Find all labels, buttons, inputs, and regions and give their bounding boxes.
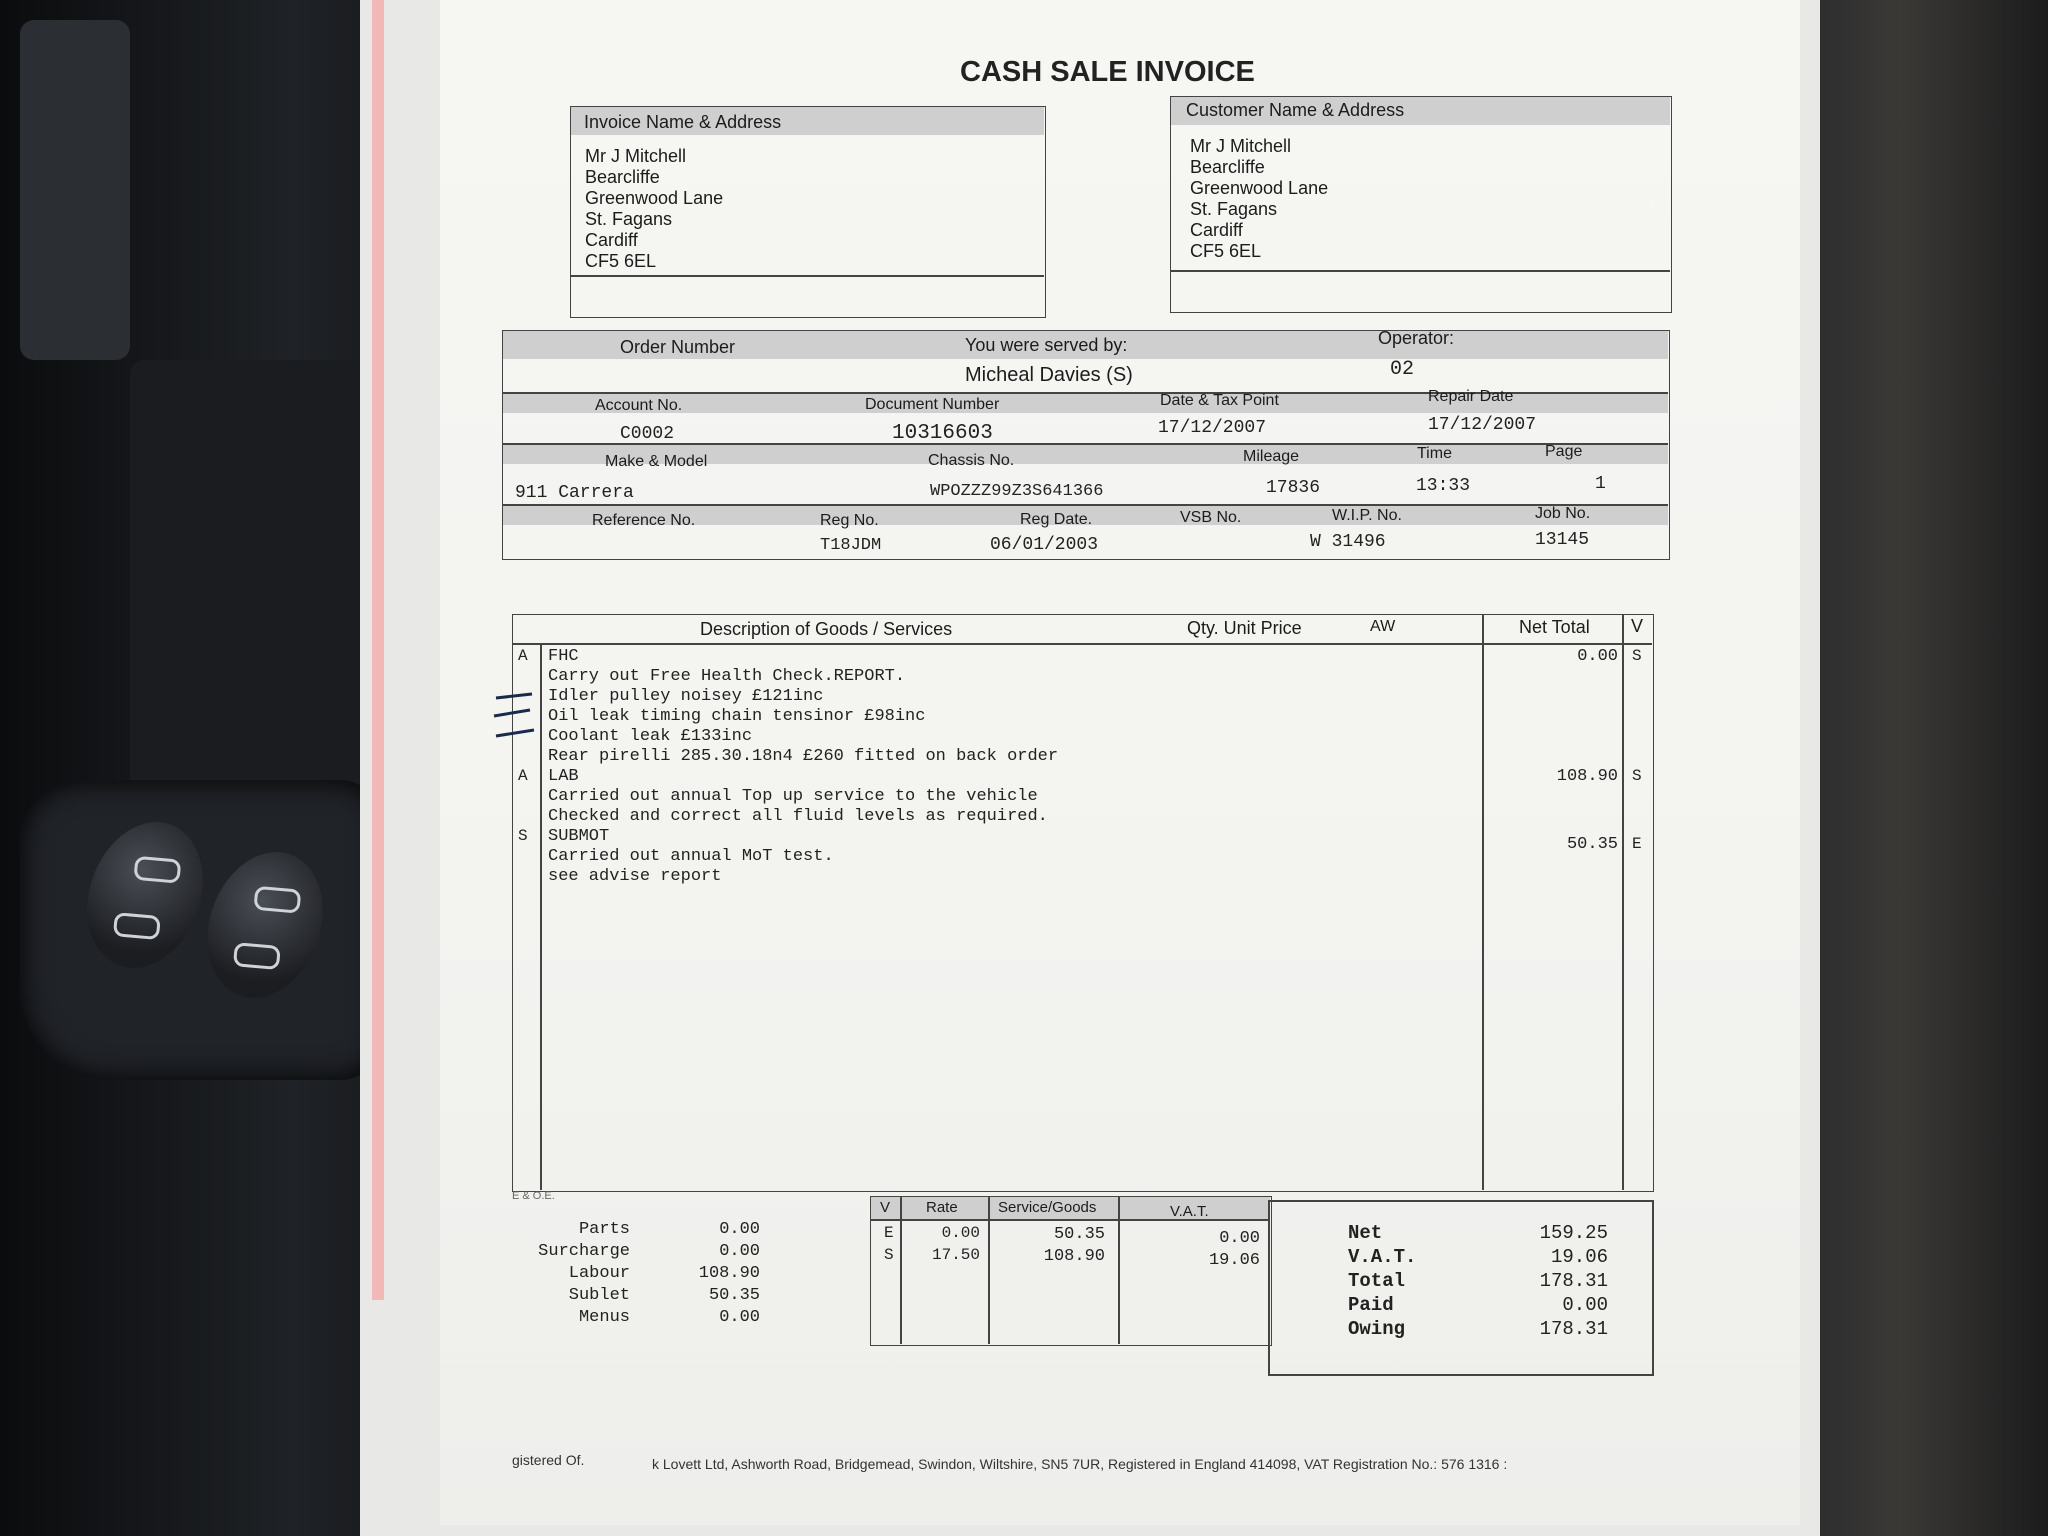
items-header-qty-unit-price: Qty. Unit Price <box>1187 618 1302 638</box>
account-no-label: Account No. <box>595 397 683 414</box>
divider <box>503 443 1668 445</box>
divider <box>503 504 1668 506</box>
make-model-label: Make & Model <box>605 453 708 470</box>
vat-row-v: E <box>884 1224 894 1242</box>
mileage-value: 17836 <box>1266 478 1321 498</box>
item-text: Carried out annual MoT test. <box>548 847 834 866</box>
vat-row-rate: 17.50 <box>931 1246 980 1264</box>
operator-value: 02 <box>1390 358 1415 381</box>
date-tax-point-label: Date & Tax Point <box>1160 392 1279 409</box>
job-label: Job No. <box>1535 505 1591 522</box>
items-header-v: V <box>1631 616 1644 636</box>
list-item <box>518 647 1648 667</box>
total-label: Owing <box>1348 1318 1406 1340</box>
vat-header-vat: V.A.T. <box>1170 1203 1209 1220</box>
window-switch-left <box>68 806 223 985</box>
invoice-address-lines <box>585 146 723 272</box>
repair-date-label: Repair Date <box>1428 388 1514 405</box>
wip-value: W 31496 <box>1310 532 1386 552</box>
breakdown-label: Menus <box>578 1308 630 1327</box>
footer-right: k Lovett Ltd, Ashworth Road, Bridgemead, Swindon, Wiltshire, SN5 7UR, Registered in England 414098, VAT Registration No.: 576 1316 : <box>652 1456 1508 1472</box>
address-line: Bearcliffe <box>585 167 660 187</box>
page-label: Page <box>1545 443 1583 460</box>
total-value: 19.06 <box>1550 1246 1608 1268</box>
divider <box>1118 1197 1120 1344</box>
console-recess <box>130 360 390 820</box>
address-line: Cardiff <box>585 230 638 250</box>
total-label: Net <box>1348 1222 1383 1244</box>
vat-row-service-goods: 108.90 <box>1043 1247 1105 1266</box>
list-item <box>518 687 1648 707</box>
address-line: CF5 6EL <box>1190 241 1262 261</box>
chassis-label: Chassis No. <box>928 452 1015 469</box>
item-net: 108.90 <box>1556 767 1618 786</box>
car-console <box>0 0 420 1536</box>
vat-row-service-goods: 50.35 <box>1053 1225 1105 1244</box>
wip-label: W.I.P. No. <box>1332 507 1402 524</box>
operator-label: Operator: <box>1378 328 1455 348</box>
list-item <box>518 707 1648 727</box>
item-text: SUBMOT <box>548 827 610 846</box>
repair-date-value: 17/12/2007 <box>1428 415 1537 435</box>
item-text: Rear pirelli 285.30.18n4 £260 fitted on back order <box>548 747 1059 766</box>
reg-date-label: Reg Date. <box>1020 511 1093 528</box>
vsb-label: VSB No. <box>1180 509 1242 526</box>
total-label: Paid <box>1348 1294 1394 1316</box>
total-value: 178.31 <box>1539 1270 1608 1292</box>
served-by-label: You were served by: <box>965 335 1128 355</box>
account-no-value: C0002 <box>620 424 675 444</box>
list-item <box>518 787 1648 807</box>
item-text: Oil leak timing chain tensinor £98inc <box>548 707 926 726</box>
vat-row-v: S <box>884 1246 894 1264</box>
breakdown-value: 108.90 <box>698 1264 760 1283</box>
customer-address-lines <box>1190 136 1328 262</box>
make-model-value: 911 Carrera <box>515 483 634 503</box>
address-line: CF5 6EL <box>585 251 657 271</box>
item-lines <box>518 647 1648 887</box>
item-text: see advise report <box>548 867 722 886</box>
address-line: St. Fagans <box>585 209 673 229</box>
chassis-value: WPOZZZ99Z3S641366 <box>930 482 1104 501</box>
list-item <box>518 767 1648 787</box>
vat-header-v: V <box>880 1199 891 1216</box>
breakdown-label: Parts <box>578 1220 630 1239</box>
eoe-note: E & O.E. <box>512 1190 555 1202</box>
divider <box>571 275 1044 277</box>
address-line: Greenwood Lane <box>585 188 724 208</box>
list-item <box>518 667 1648 687</box>
items-header-aw: AW <box>1370 618 1396 635</box>
invoice-title: CASH SALE INVOICE <box>960 56 1255 88</box>
window-switch-panel <box>20 780 380 1080</box>
vat-row-vat: 0.00 <box>1219 1229 1260 1248</box>
address-line: Greenwood Lane <box>1190 178 1329 198</box>
divider <box>988 1197 990 1344</box>
vat-row-vat: 19.06 <box>1208 1251 1260 1270</box>
address-line: St. Fagans <box>1190 199 1278 219</box>
item-text: Carried out annual Top up service to the vehicle <box>548 787 1038 806</box>
item-text: LAB <box>548 767 579 786</box>
job-value: 13145 <box>1535 530 1590 550</box>
invoice-address-heading: Invoice Name & Address <box>584 112 782 132</box>
paper-stack-edge <box>372 0 384 1300</box>
item-code: A <box>518 647 528 665</box>
list-item <box>518 807 1648 827</box>
address-line: Mr J Mitchell <box>585 146 687 166</box>
total-label: V.A.T. <box>1348 1246 1417 1268</box>
item-code: A <box>518 767 528 785</box>
item-v: S <box>1632 647 1642 665</box>
document-number-label: Document Number <box>865 396 1000 413</box>
reg-no-label: Reg No. <box>820 512 879 529</box>
breakdown-label: Sublet <box>568 1286 630 1305</box>
served-by-value: Micheal Davies (S) <box>965 364 1133 386</box>
breakdown-value: 50.35 <box>708 1286 760 1305</box>
breakdown-label: Labour <box>568 1264 630 1283</box>
page-value: 1 <box>1595 474 1606 494</box>
item-code: S <box>518 827 528 845</box>
item-text: FHC <box>548 647 579 666</box>
vat-header-rate: Rate <box>926 1199 958 1216</box>
total-value: 159.25 <box>1539 1222 1608 1244</box>
time-value: 13:33 <box>1416 476 1471 496</box>
item-text: Coolant leak £133inc <box>548 727 753 746</box>
item-v: E <box>1632 835 1642 853</box>
date-tax-point-value: 17/12/2007 <box>1158 418 1267 438</box>
order-number-label: Order Number <box>620 337 736 357</box>
items-header-net-total: Net Total <box>1519 617 1590 637</box>
footer-left: gistered Of. <box>512 1452 585 1468</box>
divider <box>1171 270 1670 272</box>
breakdown-value: 0.00 <box>719 1242 760 1261</box>
vat-row-rate: 0.00 <box>941 1224 980 1242</box>
time-label: Time <box>1417 445 1452 462</box>
reg-date-value: 06/01/2003 <box>990 535 1099 555</box>
breakdown-label: Surcharge <box>538 1242 630 1261</box>
reference-label: Reference No. <box>592 512 696 529</box>
reg-no-value: T18JDM <box>820 536 882 555</box>
total-value: 0.00 <box>1562 1294 1608 1316</box>
handwritten-marks <box>490 680 570 750</box>
address-line: Mr J Mitchell <box>1190 136 1292 156</box>
item-v: S <box>1632 767 1642 785</box>
item-text: Carry out Free Health Check.REPORT. <box>548 667 906 686</box>
total-value: 178.31 <box>1539 1318 1608 1340</box>
divider <box>900 1197 902 1344</box>
divider <box>871 1219 1270 1221</box>
address-line: Bearcliffe <box>1190 157 1265 177</box>
list-item <box>518 727 1648 747</box>
list-item <box>518 747 1648 767</box>
item-net: 0.00 <box>1577 647 1618 666</box>
invoice-sheet <box>440 0 1800 1525</box>
mileage-label: Mileage <box>1243 448 1300 465</box>
address-line: Cardiff <box>1190 220 1243 240</box>
customer-address-heading: Customer Name & Address <box>1186 100 1405 120</box>
console-slot <box>20 20 130 360</box>
vat-header-service-goods: Service/Goods <box>998 1199 1097 1216</box>
list-item <box>518 867 1648 887</box>
window-switch-right <box>188 836 343 1015</box>
total-label: Total <box>1348 1270 1406 1292</box>
item-text: Idler pulley noisey £121inc <box>548 687 824 706</box>
list-item <box>518 827 1648 847</box>
seat-background <box>1800 0 2048 1536</box>
breakdown-value: 0.00 <box>719 1308 760 1327</box>
document-number-value: 10316603 <box>892 422 993 445</box>
items-header-description: Description of Goods / Services <box>700 619 953 639</box>
item-net: 50.35 <box>1566 835 1618 854</box>
item-text: Checked and correct all fluid levels as required. <box>548 807 1048 826</box>
breakdown-value: 0.00 <box>719 1220 760 1239</box>
